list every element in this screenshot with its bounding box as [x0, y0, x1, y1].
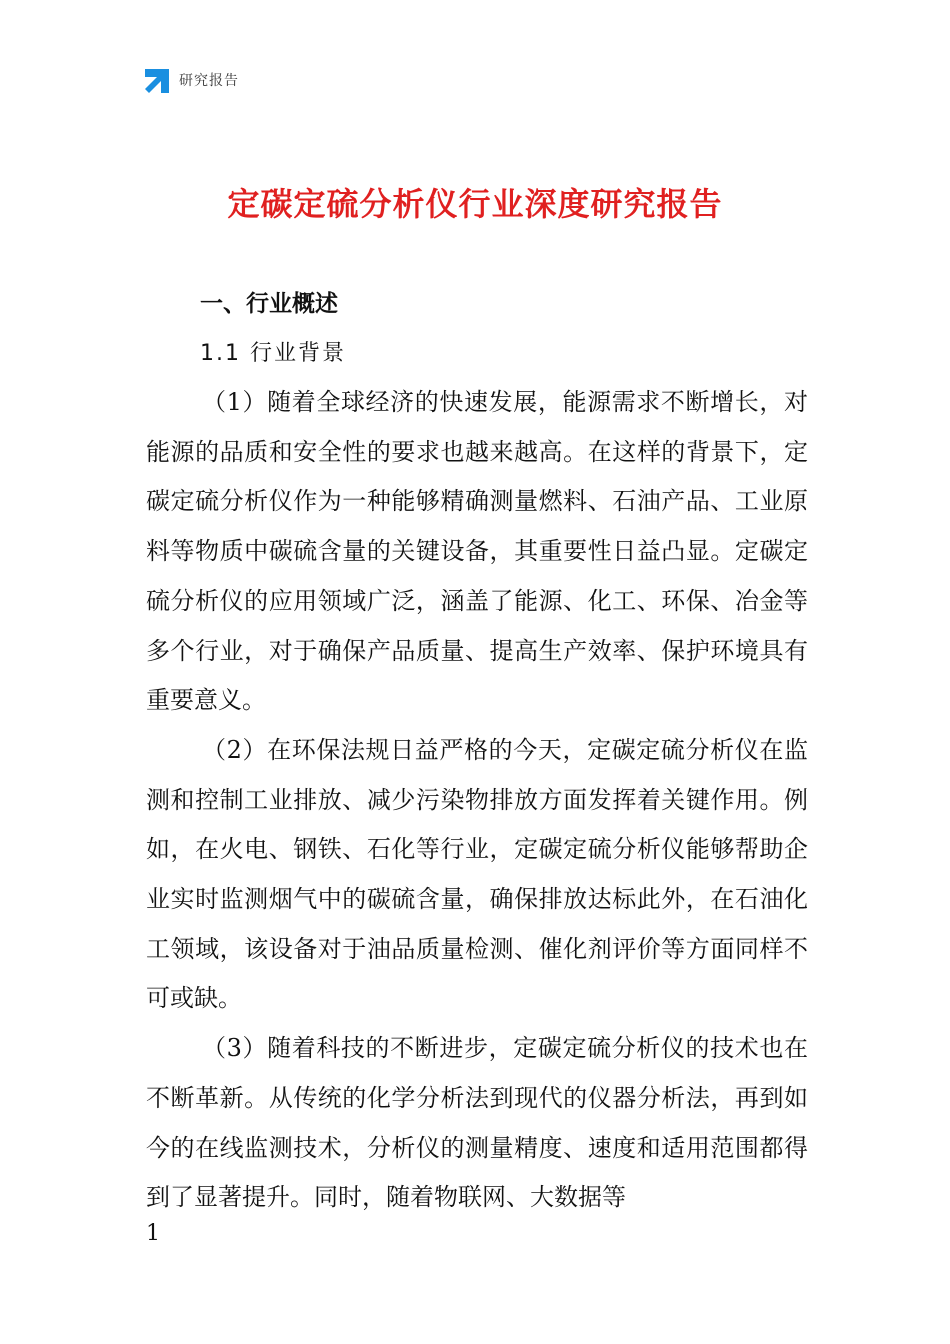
- paragraph: （3）随着科技的不断进步，定碳定硫分析仪的技术也在不断革新。从传统的化学分析法到现代的仪器分析法，再到如今的在线监测技术，分析仪的测量精度、速度和适用范围都得到了显著提升。同时，随着物联网、大数据等: [146, 1034, 808, 1212]
- paragraph: （2）在环保法规日益严格的今天，定碳定硫分析仪在监测和控制工业排放、减少污染物排放方面发挥着关键作用。例如，在火电、钢铁、石化等行业，定碳定硫分析仪能够帮助企业实时监测烟气中的碳硫含量，确保排放达标此外，在石油化工领域，该设备对于油品质量检测、催化剂评价等方面同样不可或缺。: [146, 735, 808, 1013]
- page-number: 1: [146, 1221, 160, 1246]
- body-text: [146, 378, 808, 1223]
- paragraph: （1）随着全球经济的快速发展，能源需求不断增长，对能源的品质和安全性的要求也越来越高。在这样的背景下，定碳定硫分析仪作为一种能够精确测量燃料、石油产品、工业原料等物质中碳硫含量的关键设备，其重要性日益凸显。定碳定硫分析仪的应用领域广泛，涵盖了能源、化工、环保、冶金等多个行业，对于确保产品质量、提高生产效率、保护环境具有重要意义。: [146, 388, 808, 715]
- section-heading: 一、行业概述: [200, 291, 338, 317]
- section-subheading: 1.1 行业背景: [200, 341, 346, 366]
- page-header: [143, 66, 239, 96]
- arrow-up-right-icon: [143, 67, 171, 95]
- document-title: 定碳定硫分析仪行业深度研究报告: [227, 185, 723, 223]
- header-label: 研究报告: [179, 73, 239, 89]
